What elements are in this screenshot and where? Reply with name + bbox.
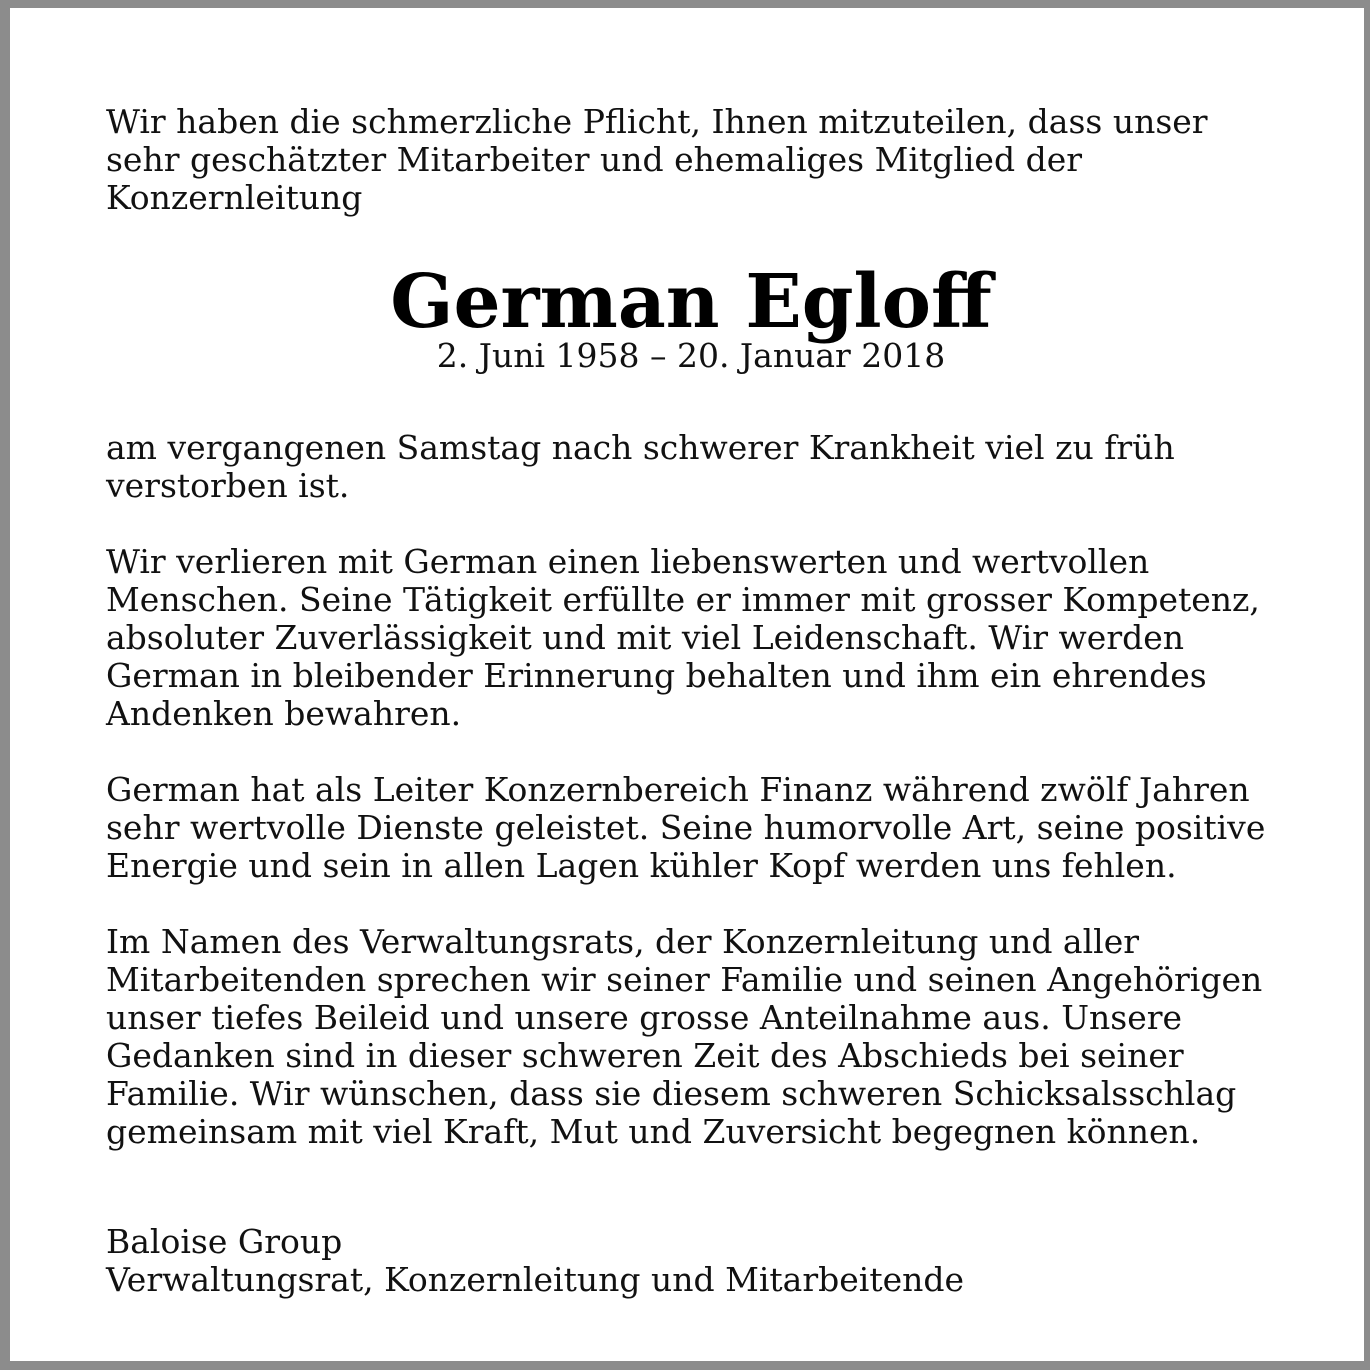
paragraph-tribute: Wir verlieren mit German einen liebenswerten und wertvollen Menschen. Seine Tätigkeit erfüllte er immer mit grosser Kompetenz, absoluter Zuverlässigkeit und mit viel Leidenschaft. Wir werden German in bleibender Erinnerung behalten und ihm ein ehrendes Andenken bewahren. (106, 542, 1260, 733)
intro-text: Wir haben die schmerzliche Pflicht, Ihnen mitzuteilen, dass unser sehr geschätzter Mitarbeiter und ehemaliges Mitglied der Konzernleitung (106, 102, 1208, 217)
life-dates: 2. Juni 1958 – 20. Januar 2018 (436, 336, 946, 375)
paragraph-condolences: Im Namen des Verwaltungsrats, der Konzernleitung und aller Mitarbeitenden sprechen wir seiner Familie und seinen Angehörigen unser tiefes Beileid und unsere grosse Anteilnahme aus. Unsere Gedanken sind in dieser schweren Zeit des Abschieds bei seiner Familie. Wir wünschen, dass sie diesem schweren Schicksalsschlag gemeinsam mit viel Kraft, Mut und Zuversicht begegnen können. (106, 922, 1263, 1151)
deceased-name: German Egloff (390, 259, 992, 345)
signature: Baloise Group Verwaltungsrat, Konzernleitung und Mitarbeitende (106, 1222, 965, 1299)
paragraph-passing: am vergangenen Samstag nach schwerer Krankheit viel zu früh verstorben ist. (106, 428, 1175, 505)
notice-content (106, 103, 1286, 1299)
paragraph-career: German hat als Leiter Konzernbereich Finanz während zwölf Jahren sehr wertvolle Dienste geleistet. Seine humorvolle Art, seine positive Energie und sein in allen Lagen kühler Kopf werden uns fehlen. (106, 770, 1266, 885)
